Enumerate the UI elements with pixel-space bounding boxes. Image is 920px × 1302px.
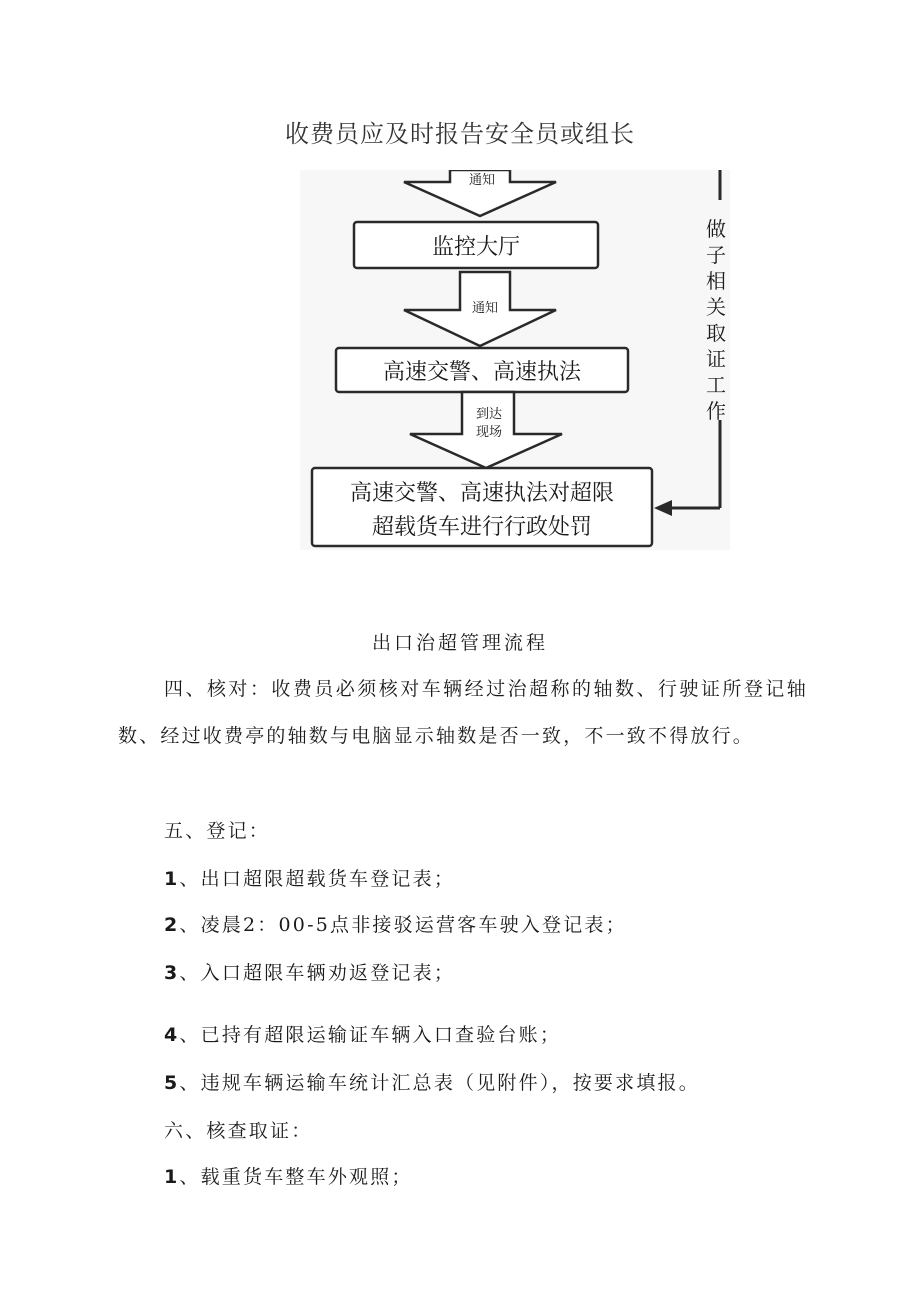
flow-box-penalty-line-1: 高速交警、高速执法对超限 xyxy=(349,481,615,506)
arrow-label-arrive: 到达 xyxy=(475,407,503,422)
flow-box-monitoring-hall-label: 监控大厅 xyxy=(431,235,521,260)
register-item-5 xyxy=(164,1068,700,1095)
evidence-item-1-num: 1 xyxy=(164,1166,180,1188)
register-item-5-text: 、违规车辆运输车统计汇总表（见附件），按要求填报。 xyxy=(179,1072,700,1094)
section-title: 出口治超管理流程 xyxy=(371,632,548,654)
evidence-heading: 六、核查取证： xyxy=(164,1120,313,1142)
side-char-3: 相 xyxy=(706,269,726,293)
register-item-3-text: 、入口超限车辆劝返登记表； xyxy=(179,962,456,984)
side-char-7: 工 xyxy=(706,373,726,397)
register-item-1-num: 1 xyxy=(164,868,180,890)
arrow-label-notify-2: 通知 xyxy=(471,301,499,316)
register-item-2-num: 2 xyxy=(164,914,180,936)
register-item-2-text: 、凌晨2：00-5点非接驳运营客车驶入登记表； xyxy=(179,914,627,936)
flow-box-police-enforcement-label: 高速交警、高速执法 xyxy=(382,360,582,385)
register-item-3-num: 3 xyxy=(164,962,180,984)
register-item-4 xyxy=(164,1020,561,1047)
register-item-5-num: 5 xyxy=(164,1072,180,1094)
register-item-1-text: 、出口超限超载货车登记表； xyxy=(179,868,456,890)
register-item-4-num: 4 xyxy=(164,1024,180,1046)
arrow-label-notify-1: 通知 xyxy=(468,173,496,188)
side-char-4: 关 xyxy=(706,295,726,319)
evidence-item-1 xyxy=(164,1162,413,1189)
side-char-5: 取 xyxy=(706,321,726,345)
register-heading: 五、登记： xyxy=(164,820,271,842)
side-char-8: 作 xyxy=(706,399,726,423)
side-char-2: 子 xyxy=(706,243,726,267)
side-char-6: 证 xyxy=(706,347,726,371)
register-item-1 xyxy=(164,864,455,891)
check-paragraph: 四、核对：收费员必须核对车辆经过治超称的轴数、行驶证所登记轴数、经过收费亭的轴数与电脑显示轴数是否一致，不一致不得放行。 xyxy=(118,678,808,747)
flow-box-penalty-line-2: 超载货车进行行政处罚 xyxy=(371,515,593,540)
register-item-2 xyxy=(164,910,627,937)
flow-heading: 收费员应及时报告安全员或组长 xyxy=(285,120,635,148)
flowchart xyxy=(300,170,730,550)
evidence-item-1-text: 、载重货车整车外观照； xyxy=(179,1166,413,1188)
arrow-label-scene: 现场 xyxy=(475,425,503,440)
register-item-4-text: 、已持有超限运输证车辆入口查验台账； xyxy=(179,1024,562,1046)
side-char-1: 做 xyxy=(706,217,726,241)
register-item-3 xyxy=(164,958,455,985)
